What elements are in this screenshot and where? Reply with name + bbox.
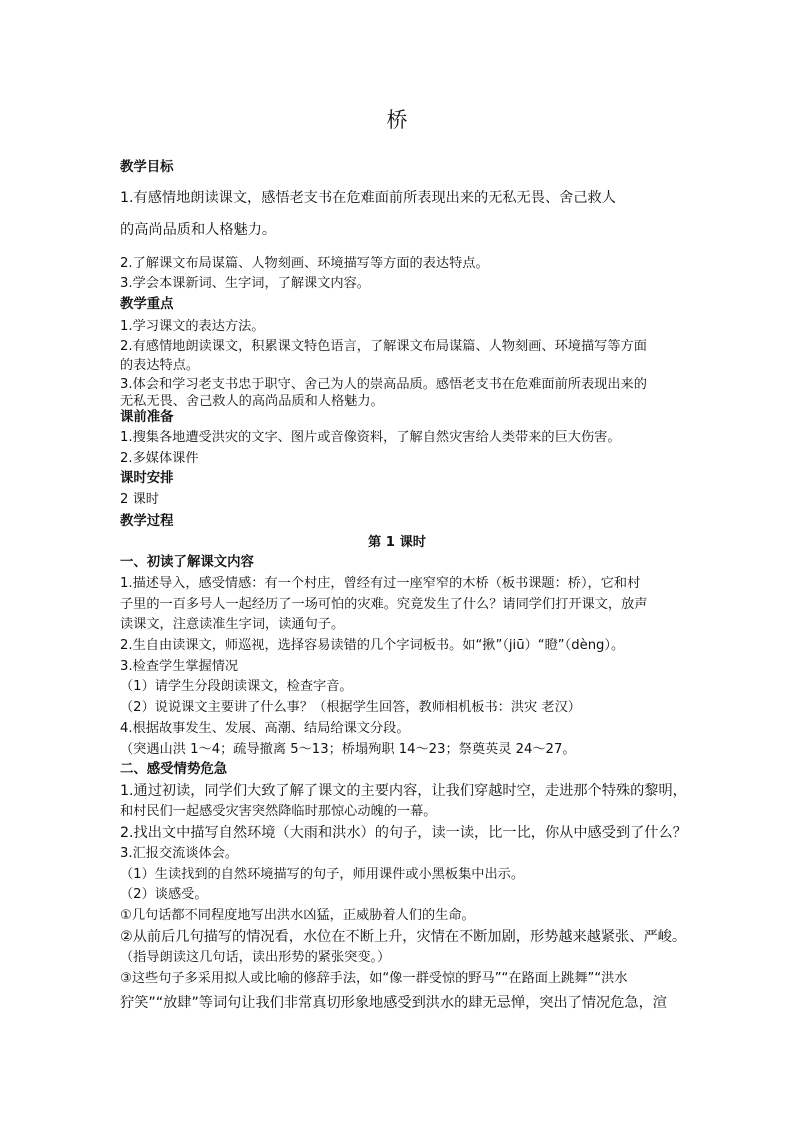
paragraph-line: 2 课时 (120, 492, 159, 507)
section-heading-key-points: 教学重点 (120, 297, 174, 312)
paragraph-line: 1.通过初读，同学们大致了解了课文的主要内容，让我们穿越时空，走进那个特殊的黎明， (120, 783, 687, 799)
paragraph-line: 2.生自由读课文，师巡视，选择容易读错的几个字词板书。如“揪”（jiū）“瞪”（dèng）。 (120, 638, 625, 653)
paragraph-line: 3.检查学生掌握情况 (120, 659, 239, 674)
section-heading-part-one: 一、初读了解课文内容 (120, 555, 254, 570)
paragraph-line: 的高尚品质和人格魅力。 (120, 222, 277, 238)
paragraph-line: 2.了解课文布局谋篇、人物刻画、环境描写等方面的表达特点。 (120, 256, 489, 271)
paragraph-line: 和村民们一起感受灾害突然降临时那惊心动魄的一幕。 (120, 804, 437, 819)
paragraph-line: 读课文，注意读准生字词，读通句子。 (120, 617, 345, 632)
paragraph-line: （1）生读找到的自然环境描写的句子，师用课件或小黑板集中出示。 (120, 867, 525, 882)
page-title: 桥 (386, 108, 408, 132)
paragraph-line: （指导朗读这几句话，读出形势的紧张突变。） (120, 950, 391, 965)
paragraph-line: ①几句话都不同程度地写出洪水凶猛，正威胁着人们的生命。 (120, 908, 475, 923)
paragraph-line: 3.学会本课新词、生字词，了解课文内容。 (120, 276, 370, 291)
paragraph-line: 的表达特点。 (120, 358, 200, 373)
paragraph-line: 无私无畏、舍己救人的高尚品质和人格魅力。 (120, 394, 384, 409)
paragraph-line: 1.描述导入，感受情感：有一个村庄，曾经有过一座窄窄的木桥（板书课题：桥），它和村 (120, 576, 641, 591)
paragraph-line: （2）说说课文主要讲了什么事？（根据学生回答，教师相机板书：洪灾 老汉） (120, 700, 581, 715)
paragraph-line: （1）请学生分段朗读课文，检查字音。 (120, 679, 353, 694)
paragraph-line: 2.找出文中描写自然环境（大雨和洪水）的句子，读一读，比一比，你从中感受到了什么？ (120, 825, 687, 841)
paragraph-line: 1.搜集各地遭受洪灾的文字、图片或音像资料，了解自然灾害给人类带来的巨大伤害。 (120, 430, 621, 445)
paragraph-line: （2）谈感受。 (120, 887, 208, 902)
section-heading-schedule: 课时安排 (120, 471, 174, 486)
paragraph-line: 1.有感情地朗读课文，感悟老支书在危难面前所表现出来的无私无畏、舍己救人 (120, 190, 616, 206)
paragraph-line: ②从前后几句描写的情况看，水位在不断上升，灾情在不断加剧，形势越来越紧张、严峻。 (120, 929, 687, 945)
section-heading-preparation: 课前准备 (120, 410, 174, 425)
paragraph-line: ③这些句子多采用拟人或比喻的修辞手法，如“像一群受惊的野马”“在路面上跳舞”“洪水 (120, 971, 628, 986)
paragraph-line: 1.学习课文的表达方法。 (120, 319, 265, 334)
section-heading-part-two: 二、感受情势危急 (120, 762, 228, 777)
lesson-subtitle: 第 1 课时 (368, 535, 426, 550)
paragraph-line: 4.根据故事发生、发展、高潮、结局给课文分段。 (120, 721, 410, 736)
paragraph-line: 子里的一百多号人一起经历了一场可怕的灾难。究竟发生了什么？请同学们打开课文，放声 (120, 597, 648, 612)
paragraph-line: 2.多媒体课件 (120, 451, 199, 466)
section-heading-process: 教学过程 (120, 514, 174, 529)
paragraph-line: 狞笑”“放肆”等词句让我们非常真切形象地感受到洪水的肆无忌惮，突出了情况危急，渲 (120, 995, 667, 1011)
paragraph-line: 3.体会和学习老支书忠于职守、舍己为人的崇高品质。感悟老支书在危难面前所表现出来的 (120, 377, 647, 392)
section-heading-objectives: 教学目标 (120, 160, 174, 175)
paragraph-line: 2.有感情地朗读课文，积累课文特色语言，了解课文布局谋篇、人物刻画、环境描写等方面 (120, 339, 647, 354)
paragraph-line: （突遇山洪 1～4；疏导撤离 5～13；桥塌殉职 14～23；祭奠英灵 24～27。 (120, 742, 576, 757)
paragraph-line: 3.汇报交流谈体会。 (120, 846, 239, 861)
